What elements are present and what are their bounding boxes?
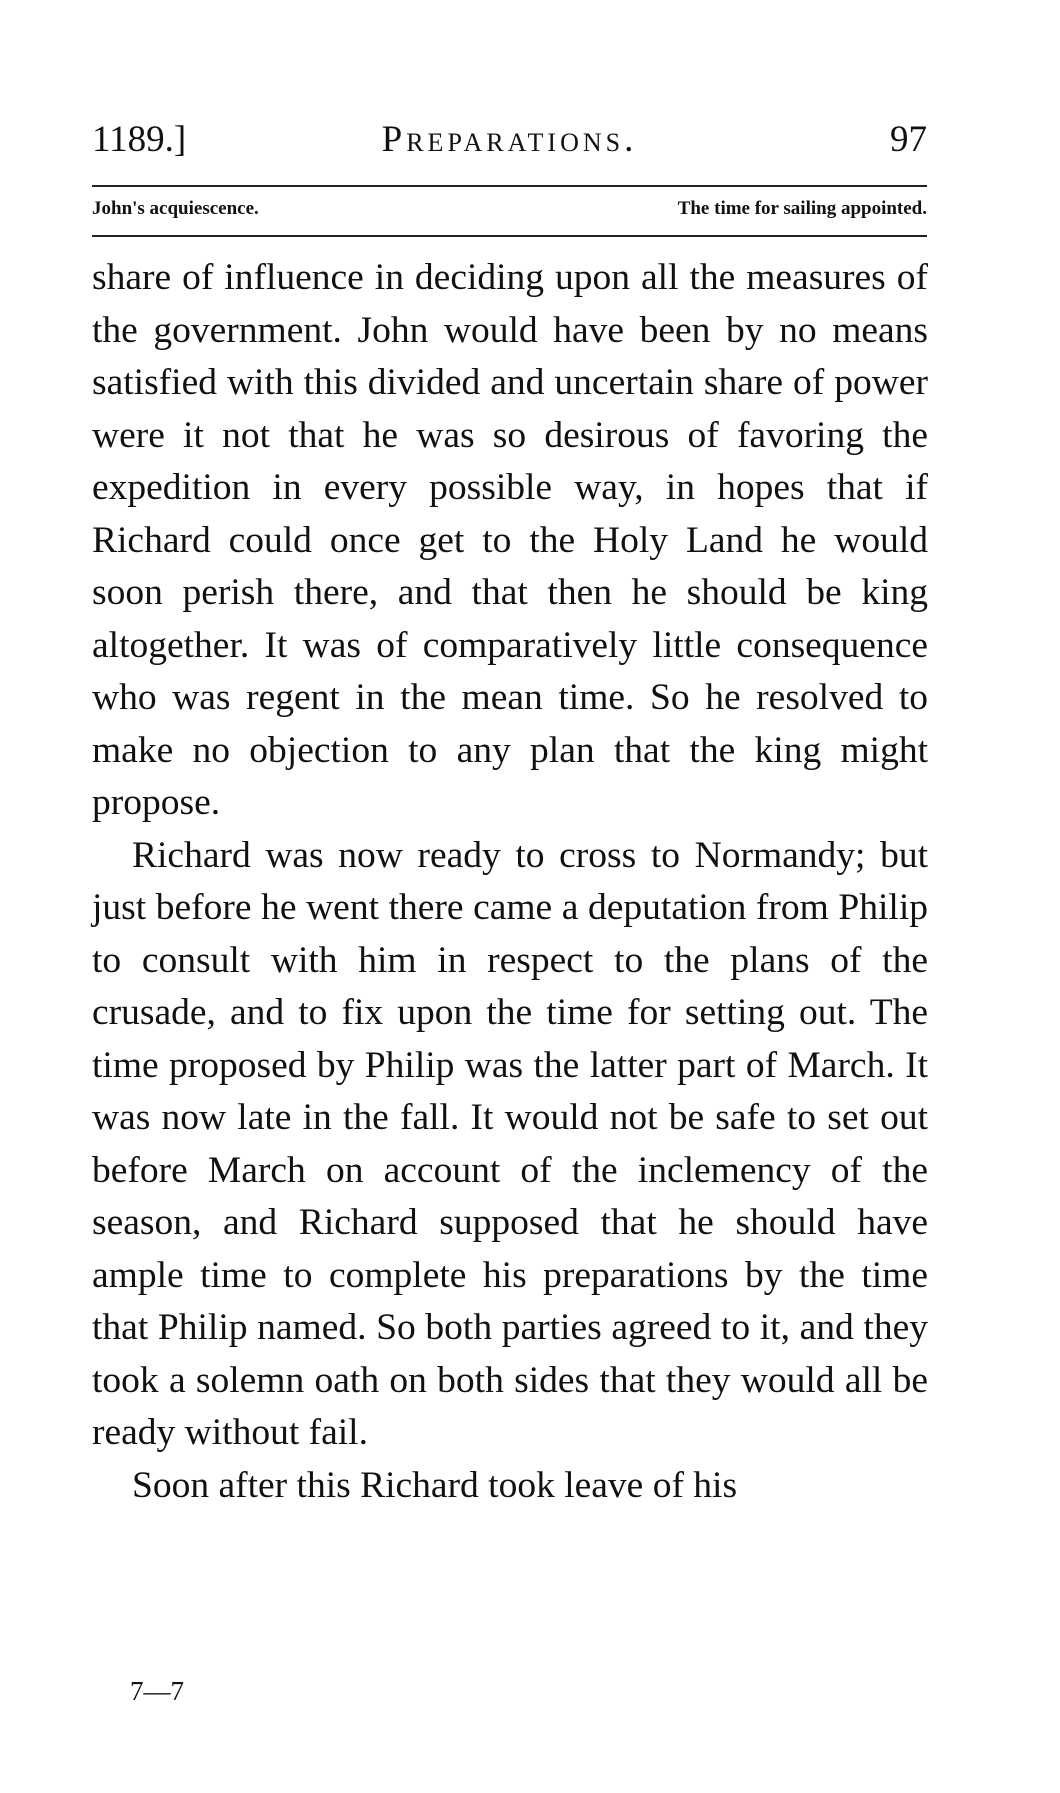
subhead-right: The time for sailing appointed. [677,198,927,219]
running-head-year: 1189.] [92,119,187,160]
paragraph-continued: share of influence in deciding upon all the measures of the government. John would have been by no means satisfied with this divided and uncertain share of power were it not that he was so desirous of favoring the expedition in every possible way, in hopes that if Richard could once get to the Holy Land he would soon perish there, and that then he should be king altogether. It was of comparatively little consequence who was regent in the mean time. So he resolved to make no objection to any plan that the king might propose. [92,257,928,823]
body-text [92,252,928,1512]
running-head [92,118,927,168]
subhead-left: John's acquiescence. [92,198,259,219]
header-rule-bottom [92,235,927,237]
paragraph-leave: Soon after this Richard took leave of his [132,1464,738,1506]
paragraph-deputation: Richard was now ready to cross to Normandy; but just before he went there came a deputation from Philip to consult with him in respect to the plans of the crusade, and to fix upon the time for setting out. The time proposed by Philip was the latter part of March. It was now late in the fall. It would not be safe to set out before March on account of the inclemency of the season, and Richard supposed that he should have ample time to complete his preparations by the time that Philip named. So both parties agreed to it, and they took a solemn oath on both sides that they would all be ready without fail. [92,834,928,1453]
side-subheads [92,198,927,226]
running-head-title: Preparations. [381,119,638,160]
page-number: 97 [890,119,927,160]
header-rule-top [92,185,927,187]
signature-mark: 7—7 [130,1676,184,1706]
